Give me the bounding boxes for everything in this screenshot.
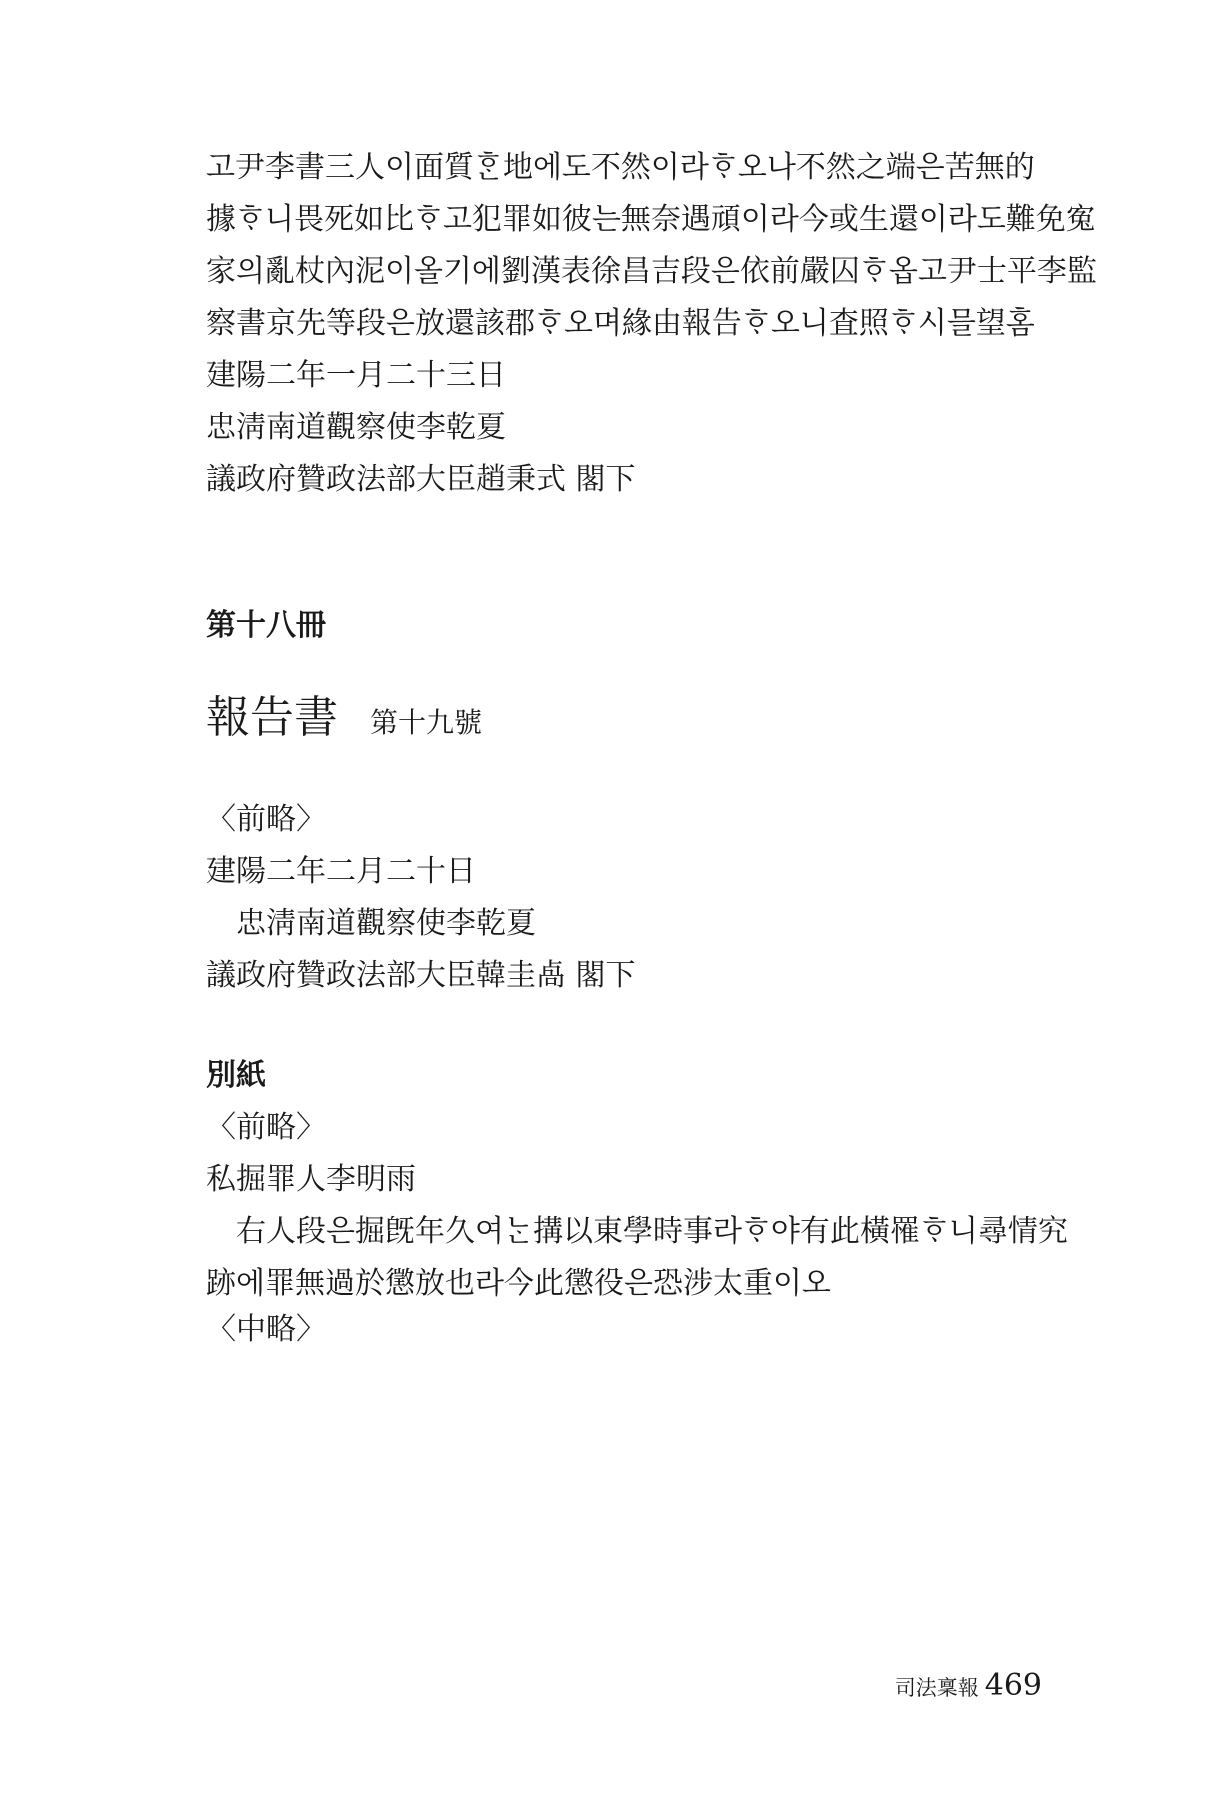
page-number: 469 [984,1668,1042,1703]
page-footer [895,1668,1042,1703]
date-line: 建陽二年二月二十日 [206,854,476,889]
report-number: 第十九號 [370,706,483,739]
subject-line: 私掘罪人李明雨 [206,1162,416,1197]
sender-line: 忠淸南道觀察使李乾夏 [206,410,506,445]
body-line: 跡에罪無過於懲放也라今此懲役은恐涉太重이오 [206,1266,831,1301]
sender-line: 忠淸南道觀察使李乾夏 [236,906,536,941]
body-line: 家의亂杖內泥이올기에劉漢表徐昌吉段은依前嚴囚ᄒᆞ옵고尹士平李監 [206,254,1097,289]
body-line: 고尹李書三人이面質ᄒᆞᆫ地에도不然이라ᄒᆞ오나不然之端은苦無的 [206,150,1035,185]
body-line: 右人段은掘旣年久여ᄂᆞᆫ搆以東學時事라ᄒᆞ야有此橫罹ᄒᆞ니尋情究 [236,1214,1068,1249]
body-line: 察書京先等段은放還該郡ᄒᆞ오며緣由報告ᄒᆞ오니査照ᄒᆞ시믈望홈 [206,306,1035,341]
volume-heading: 第十八冊 [206,608,326,643]
omitted-note: 〈中略〉 [206,1312,326,1347]
date-line: 建陽二年一月二十三日 [206,358,506,393]
omitted-note: 〈前略〉 [206,1110,326,1145]
report-title-block [206,690,482,746]
attachment-heading: 別紙 [206,1058,266,1093]
body-line: 據ᄒᆞ니畏死如比ᄒᆞ고犯罪如彼는無奈遇頑이라今或生還이라도難免寃 [206,202,1096,237]
omitted-note: 〈前略〉 [206,802,326,837]
recipient-line: 議政府贊政法部大臣韓圭卨 閣下 [206,958,636,993]
journal-title: 司法稟報 [894,1676,979,1700]
recipient-line: 議政府贊政法部大臣趙秉式 閣下 [206,462,636,497]
report-title: 報告書 [206,692,338,743]
